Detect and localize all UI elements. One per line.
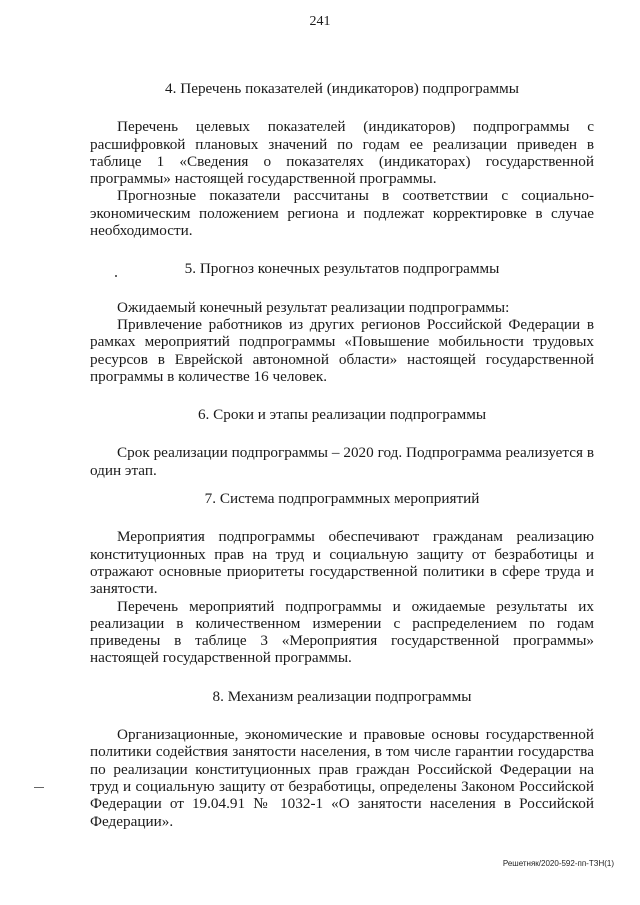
page-number: 241 (309, 14, 331, 29)
paragraph: Привлечение работников из других регионов Российской Федерации в рамках мероприятий подпрограммы «Повышение мобильности трудовых ресурсов в Еврейской автономной области» настоящей государственной программы в количестве 16 человек. (90, 315, 594, 385)
document-footer: Решетняк/2020-592-пп-ТЗН(1) (502, 859, 614, 868)
scan-speck (115, 275, 117, 277)
section-heading: 6. Сроки и этапы реализации подпрограммы (197, 406, 487, 424)
document-body (90, 80, 594, 830)
section-heading: 7. Система подпрограммных мероприятий (204, 490, 480, 508)
paragraph: Ожидаемый конечный результат реализации подпрограммы: (117, 298, 510, 316)
paragraph: Организационные, экономические и правовые основы государственной политики содействия занятости населения, в том числе гарантии государства по реализации конституционных прав граждан Российской Федерации на труд и социальную защиту от безработицы, определены Законом Российской Федерации от 19.04.91 № 1032-1 «О занятости населения в Российской Федерации». (90, 726, 594, 830)
paragraph: Срок реализации подпрограммы – 2020 год. Подпрограмма реализуется в один этап. (90, 444, 594, 479)
paragraph: Перечень мероприятий подпрограммы и ожидаемые результаты их реализации в количественном измерении с распределением по годам приведены в таблице 3 «Мероприятия государственной программы» настоящей государственной программы. (90, 597, 594, 667)
section-heading: 8. Механизм реализации подпрограммы (212, 687, 472, 705)
paragraph: Мероприятия подпрограммы обеспечивают гражданам реализацию конституционных прав на труд и социальную защиту от безработицы и отражают основные приоритеты государственной политики в сфере труда и занятости. (90, 528, 594, 598)
paragraph: Перечень целевых показателей (индикаторов) подпрограммы с расшифровкой плановых значений по годам ее реализации приведен в таблице 1 «Сведения о показателях (индикаторах) государственной программы» настоящей государственной программы. (90, 118, 594, 188)
section-heading: 4. Перечень показателей (индикаторов) подпрограммы (165, 80, 519, 97)
scan-mark (34, 787, 44, 788)
paragraph: Прогнозные показатели рассчитаны в соответствии с социально-экономическим положением региона и подлежат корректировке в случае необходимости. (90, 187, 594, 240)
section-heading: 5. Прогноз конечных результатов подпрограммы (184, 260, 500, 278)
